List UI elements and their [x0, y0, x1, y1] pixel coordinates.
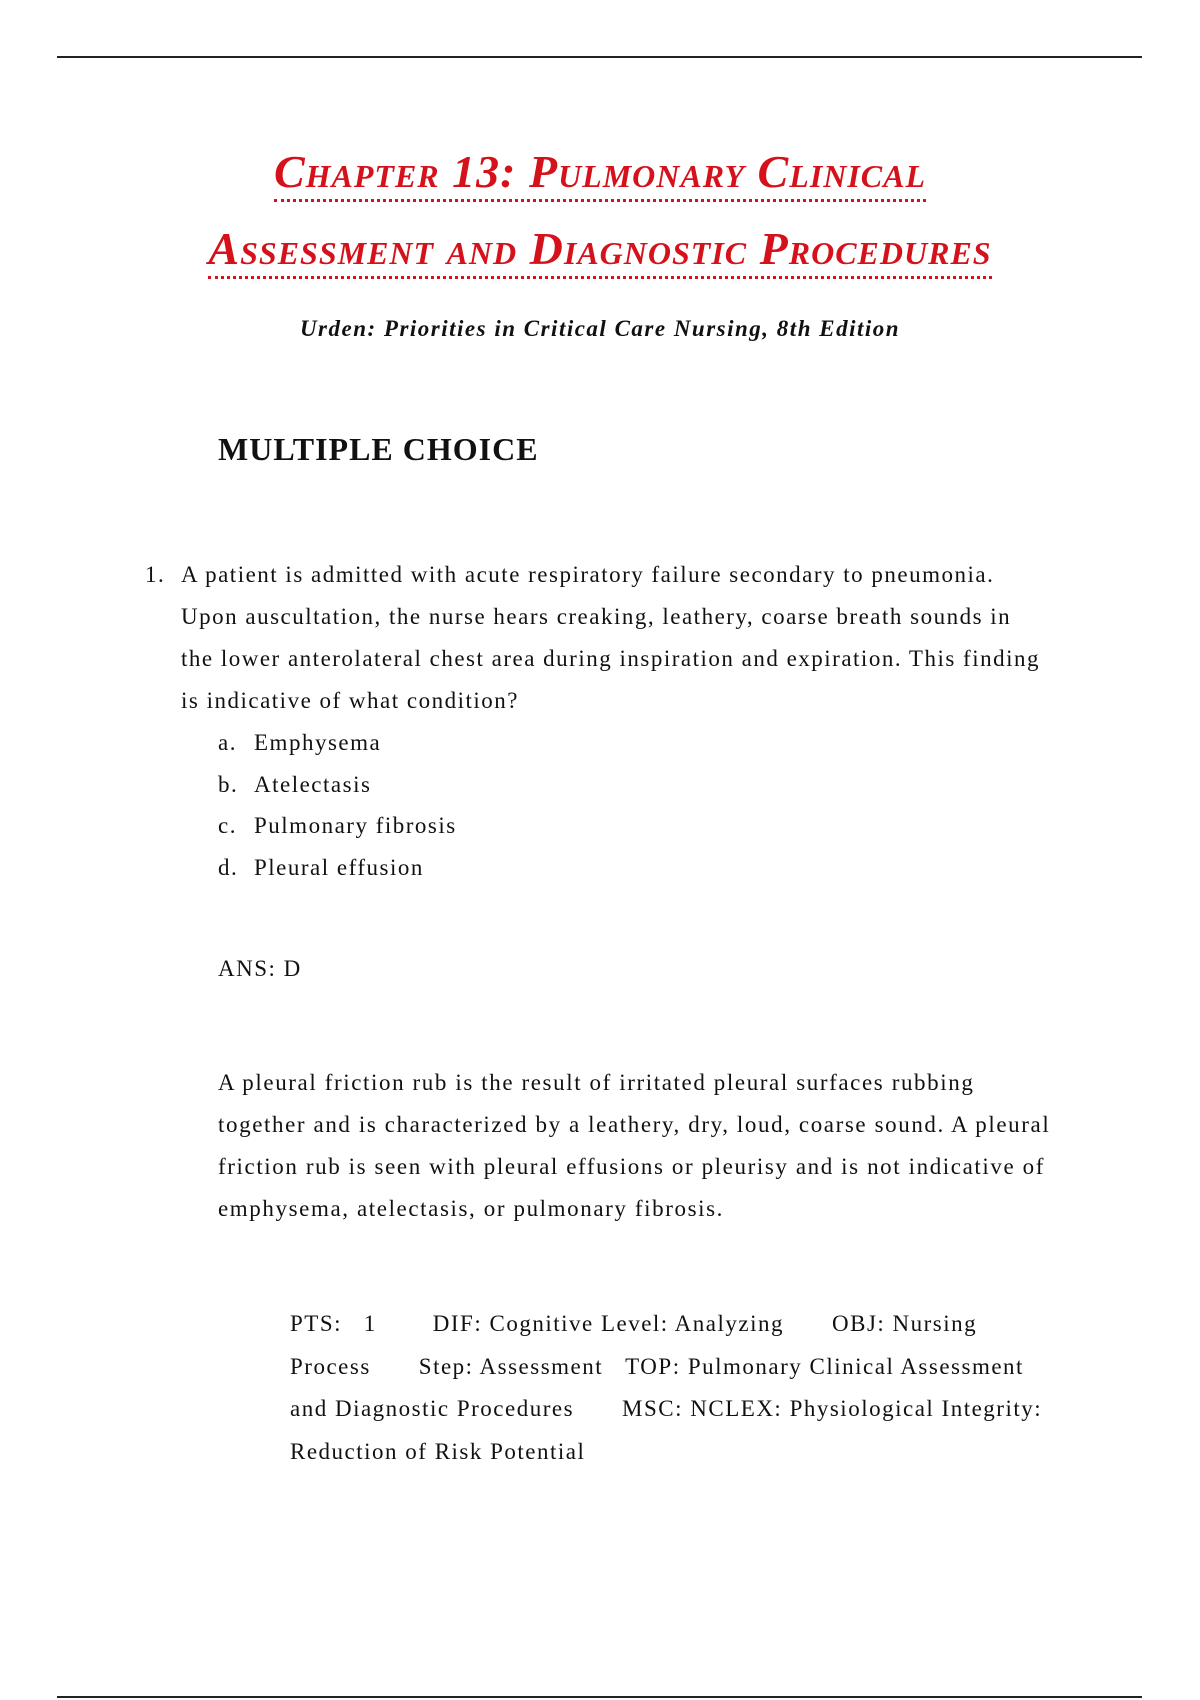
option-c [218, 805, 457, 847]
meta-top: TOP: Pulmonary Clinical Assessment and Diagnostic Procedures [290, 1353, 1024, 1421]
section-heading: MULTIPLE CHOICE [218, 431, 539, 467]
option-letter: b. [218, 771, 239, 797]
question-stem: A patient is admitted with acute respiratory failure secondary to pneumonia. Upon auscultation, the nurse hears creaking, leathery, coarse breath sounds in the lower anterolateral chest area during inspiration and expiration. This finding is indicative of what condition? [181, 562, 1040, 713]
option-d [218, 847, 457, 889]
option-letter: d. [218, 854, 239, 880]
option-text: Emphysema [254, 730, 382, 755]
meta-dif: DIF: Cognitive Level: Analyzing [432, 1311, 784, 1336]
option-letter: c. [218, 813, 237, 838]
option-text: Atelectasis [254, 771, 372, 797]
meta-obj: OBJ: Nursing Process [290, 1311, 978, 1379]
rationale: A pleural friction rub is the result of irritated pleural surfaces rubbing together and is characterized by a leathery, dry, loud, coarse sound. A pleural friction rub is seen with pleural effusions or pleurisy and is not indicative of emphysema, atelectasis, or pulmonary fibrosis. [218, 1070, 1051, 1221]
option-b [218, 764, 457, 806]
option-letter: a. [218, 730, 237, 755]
chapter-title-line-1 [0, 146, 1200, 198]
question-metadata [290, 1303, 1050, 1473]
option-text: Pulmonary fibrosis [254, 813, 457, 838]
question-number: 1. [145, 562, 166, 587]
top-rule [57, 56, 1142, 58]
meta-msc: MSC: NCLEX: Physiological Integrity: Reduction of Risk Potential [290, 1396, 1043, 1464]
answer-options [218, 722, 457, 888]
question-1 [145, 554, 1045, 722]
chapter-title-text-2: Assessment and Diagnostic Procedures [208, 223, 991, 279]
option-a [218, 722, 457, 764]
answer-key: ANS: D [218, 956, 302, 981]
meta-step: Step: Assessment [418, 1353, 604, 1379]
bottom-rule [57, 1696, 1142, 1698]
chapter-title-line-2 [0, 223, 1200, 275]
book-subtitle: Urden: Priorities in Critical Care Nursing, 8th Edition [299, 316, 901, 341]
meta-pts: PTS: 1 [290, 1311, 377, 1336]
chapter-title-text-1: Chapter 13: Pulmonary Clinical [274, 146, 926, 202]
option-text: Pleural effusion [254, 854, 424, 880]
